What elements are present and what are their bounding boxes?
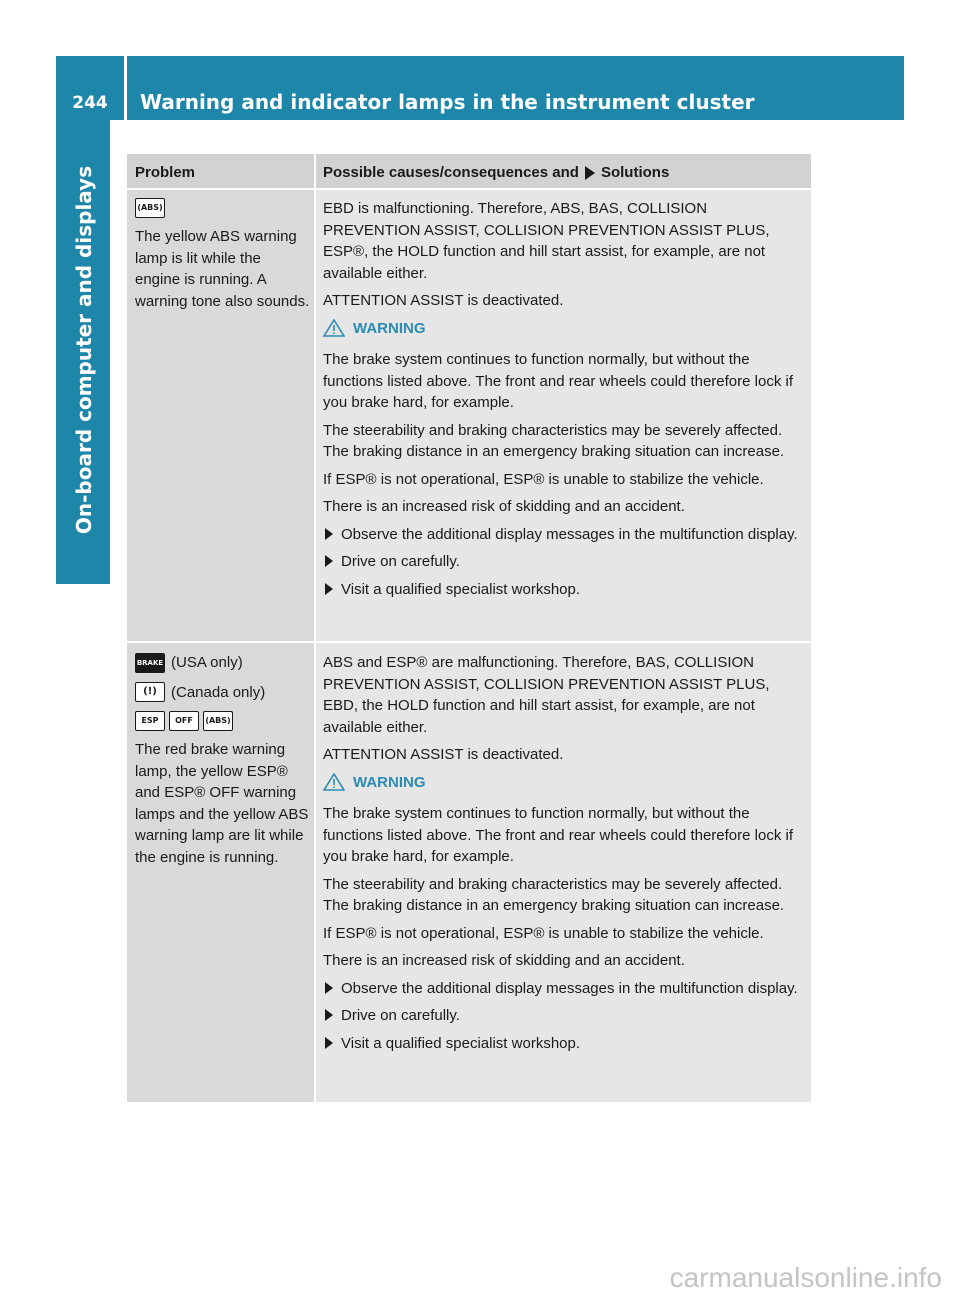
solutions-header-label: Solutions	[600, 164, 670, 181]
step-arrow-icon	[325, 1009, 333, 1021]
abs-lamp-icon: (ABS)	[135, 198, 165, 218]
page-number: 244	[72, 93, 108, 113]
table-row-2-problem	[135, 652, 310, 868]
cause-text: ABS and ESP® are malfunctioning. Therefore, BAS, COLLISION PREVENTION ASSIST, COLLISION PREVENTION ASSIST PLUS, EBD, the HOLD function and hill start assist, for example, are not available either.	[323, 654, 770, 736]
instruction-step	[323, 524, 807, 546]
header-divider	[124, 56, 127, 120]
page-title: Warning and indicator lamps in the instrument cluster	[140, 90, 755, 114]
step-arrow-icon	[325, 528, 333, 540]
problem-description: The red brake warning lamp, the yellow ESP® and ESP® OFF warning lamps and the yellow ABS warning lamp are lit while the engine is running.	[135, 741, 309, 866]
cause-text: EBD is malfunctioning. Therefore, ABS, BAS, COLLISION PREVENTION ASSIST, COLLISION PREVENTION ASSIST PLUS,	[323, 200, 770, 239]
warning-heading	[323, 318, 807, 340]
warning-title: WARNING	[353, 773, 426, 791]
warning-text: There is an increased risk of skidding and an accident.	[323, 498, 685, 515]
lamp-region-label: (USA only)	[171, 654, 243, 671]
step-arrow-icon	[325, 555, 333, 567]
problem-description: The yellow ABS warning lamp is lit while the engine is running. A warning tone also sounds.	[135, 228, 310, 310]
play-arrow-icon	[585, 166, 595, 180]
step-arrow-icon	[325, 583, 333, 595]
esp-lamp-icon: ESP	[135, 711, 165, 731]
watermark: carmanualsonline.info	[669, 1262, 942, 1293]
table-row-2-solutions	[323, 652, 807, 1060]
step-text: Visit a qualified specialist workshop.	[341, 580, 581, 598]
step-text: Observe the additional display messages in the multifunction display.	[341, 979, 798, 997]
abs-lamp-icon: (ABS)	[203, 711, 233, 731]
cause-text: ATTENTION ASSIST is deactivated.	[323, 292, 564, 309]
warning-text: The brake system continues to function normally, but without the functions listed above. The front and rear wheels could therefore lock if you brake hard, for example.	[323, 351, 793, 411]
row-divider	[127, 641, 811, 643]
header-row-divider	[127, 188, 811, 190]
warning-triangle-icon	[323, 319, 345, 337]
column-divider	[314, 154, 316, 1102]
warning-text: There is an increased risk of skidding and an accident.	[323, 952, 685, 969]
warning-text: The steerability and braking characteristics may be severely affected. The braking distance in an emergency braking situation can increase.	[323, 421, 785, 460]
warning-text: The brake system continues to function normally, but without the functions listed above. The front and rear wheels could therefore lock if you brake hard, for example.	[323, 805, 793, 865]
problem-header: Problem	[135, 164, 196, 181]
warning-triangle-icon	[323, 773, 345, 791]
lamp-region-label: (Canada only)	[171, 683, 266, 701]
cause-text: ATTENTION ASSIST is deactivated.	[323, 746, 564, 763]
instruction-step	[323, 978, 807, 1000]
esp-off-lamp-icon: OFF	[169, 711, 199, 731]
table-row-1-problem	[135, 198, 310, 312]
warning-text: If ESP® is not operational, ESP® is unable to stabilize the vehicle.	[323, 470, 764, 488]
step-text: Visit a qualified specialist workshop.	[341, 1034, 581, 1052]
cause-text: ESP®, the HOLD function and hill start assist, for example, are not available either.	[323, 243, 766, 282]
brake-canada-lamp-icon: (!)	[135, 682, 165, 702]
warning-title: WARNING	[353, 319, 426, 337]
causes-header-label: Possible causes/consequences and	[323, 164, 579, 181]
step-text: Observe the additional display messages in the multifunction display.	[341, 525, 798, 543]
warning-heading	[323, 772, 807, 794]
instruction-step	[323, 551, 807, 573]
instruction-step	[323, 1033, 807, 1055]
instruction-step	[323, 579, 807, 601]
warning-text: The steerability and braking characteristics may be severely affected. The braking distance in an emergency braking situation can increase.	[323, 875, 785, 914]
warning-text: If ESP® is not operational, ESP® is unable to stabilize the vehicle.	[323, 924, 764, 942]
table-row-1-solutions	[323, 198, 807, 606]
step-text: Drive on carefully.	[341, 553, 460, 570]
brake-lamp-icon: BRAKE	[135, 653, 165, 673]
section-label: On-board computer and displays	[72, 165, 96, 535]
step-arrow-icon	[325, 1037, 333, 1049]
instruction-step	[323, 1005, 807, 1027]
solutions-header	[323, 163, 669, 183]
step-arrow-icon	[325, 982, 333, 994]
step-text: Drive on carefully.	[341, 1007, 460, 1024]
